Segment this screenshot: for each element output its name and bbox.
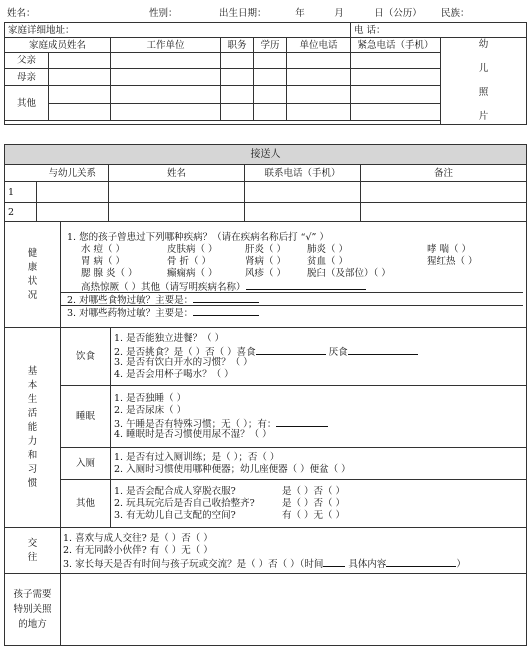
disease-option[interactable]: 癫痫病（ ） [167, 267, 218, 279]
col-remarks: 备注 [361, 165, 527, 182]
disease-option[interactable]: 胃 病（ ） [81, 255, 126, 267]
favorite-food-input[interactable] [256, 345, 326, 355]
pickup2-remarks[interactable] [361, 203, 527, 222]
other-habit-answer[interactable]: 有（ ）无（ ） [282, 509, 346, 521]
food-allergy-label: 2. 对哪些食物过敏？主要是： [67, 294, 194, 306]
social-item[interactable]: 1. 喜欢与成人交往? 是（ ）否（ ） [63, 532, 213, 544]
col-relation: 与幼儿关系 [37, 165, 109, 182]
pickup2-relation[interactable] [37, 203, 109, 222]
other2-work[interactable] [111, 104, 221, 121]
pickup1-name[interactable] [109, 182, 245, 203]
disease-row [67, 244, 523, 256]
disease-option[interactable]: 水 痘（ ） [81, 243, 126, 255]
pickup-title: 接送人 [5, 145, 527, 165]
birth-day-field[interactable]: 日（公历） [374, 7, 422, 19]
diet-item-picky [114, 345, 523, 357]
row-father: 父亲 [5, 53, 49, 69]
nap-habit-input[interactable] [276, 417, 328, 427]
birth-date-label: 出生日期： [219, 7, 267, 19]
pickup-index-header [5, 165, 37, 182]
pickup1-phone[interactable] [245, 182, 361, 203]
mother-education[interactable] [254, 69, 287, 86]
drug-allergy-line [61, 305, 523, 318]
other-habit-item [114, 498, 523, 510]
parent-time-input[interactable] [323, 557, 345, 567]
other-disease-label: 高热惊厥（ ）其他（请写明疾病名称） [81, 281, 246, 293]
sleep-item[interactable]: 2. 是否尿床（ ） [114, 404, 187, 416]
disease-option[interactable]: 风疹（ ） [245, 267, 287, 279]
pickup1-remarks[interactable] [361, 182, 527, 203]
col-education: 学历 [254, 38, 287, 53]
sleep-item[interactable]: 1. 是否独睡（ ） [114, 392, 187, 404]
disease-option[interactable]: 哮 喘（ ） [427, 243, 472, 255]
disease-option[interactable]: 贫血（ ） [307, 255, 349, 267]
disease-option[interactable]: 腮 腺 炎（ ） [81, 267, 138, 279]
father-work[interactable] [111, 53, 221, 69]
pickup1-relation[interactable] [37, 182, 109, 203]
other-habit-item [114, 510, 523, 522]
other-habit-question: 1. 是否会配合成人穿脱衣服? [114, 485, 236, 497]
birth-month-field[interactable]: 月 [334, 7, 344, 19]
birth-year-field[interactable]: 年 [295, 7, 305, 19]
col-emergency-phone: 紧急电话（手机） [351, 38, 441, 53]
other-habit-answer[interactable]: 是（ ）否（ ） [282, 485, 346, 497]
other-habits-label: 其他 [61, 480, 111, 528]
disease-option[interactable]: 肝炎（ ） [245, 243, 287, 255]
ability-label: 基 本 生 活 能 力 和 习 惯 [5, 328, 61, 528]
other1-emergency-phone[interactable] [351, 86, 441, 104]
mother-work[interactable] [111, 69, 221, 86]
name-field[interactable]: 姓名： [7, 7, 36, 19]
disease-option[interactable]: 皮肤病（ ） [167, 243, 218, 255]
food-allergy-input[interactable] [193, 293, 259, 303]
father-position[interactable] [221, 53, 254, 69]
dislike-label: 厌食 [328, 346, 348, 358]
disease-option[interactable]: 脱臼（及部位）（ ） [307, 267, 391, 279]
other2-emergency-phone[interactable] [351, 104, 441, 121]
col-position: 职务 [221, 38, 254, 53]
col-pickup-name: 姓名 [109, 165, 245, 182]
detail-input[interactable] [386, 557, 456, 567]
social-label: 交 往 [5, 528, 61, 574]
special-care-input[interactable] [61, 574, 527, 646]
other1-work[interactable] [111, 86, 221, 104]
diet-item[interactable]: 1. 是否能独立进餐？（ ） [114, 332, 225, 344]
other1-name[interactable] [49, 86, 111, 104]
other2-position[interactable] [221, 104, 254, 121]
other-disease-input[interactable] [246, 280, 366, 290]
other-habit-item [114, 486, 523, 498]
diet-item[interactable]: 3. 是否有饮白开水的习惯？（ ） [114, 356, 253, 368]
pickup-row-number: 2 [5, 203, 37, 222]
other-habit-question: 3. 有无幼儿自己支配的空间? [114, 509, 236, 521]
col-pickup-phone: 联系电话（手机） [245, 165, 361, 182]
disease-option[interactable]: 骨 折（ ） [167, 255, 212, 267]
other-habits-items [111, 480, 527, 528]
drug-allergy-input[interactable] [193, 306, 259, 316]
other-habit-question: 2. 玩具玩完后是否自己收拾整齐? [114, 497, 255, 509]
health-label: 健 康 状 况 [5, 222, 61, 328]
address-field[interactable]: 家庭详细地址： [5, 23, 351, 38]
pickup2-name[interactable] [109, 203, 245, 222]
close-paren: ） [456, 558, 466, 570]
picky-eater-question[interactable]: 2. 是否挑食？是（ ）否（ ）喜食 [114, 346, 256, 358]
other1-position[interactable] [221, 86, 254, 104]
diet-item[interactable]: 4. 是否会用杯子喝水？（ ） [114, 368, 234, 380]
pickup-table [4, 144, 527, 222]
social-item-time [63, 557, 523, 569]
diet-label: 饮食 [61, 328, 111, 386]
diet-items [111, 328, 527, 386]
gender-field[interactable]: 性别： [149, 7, 178, 19]
details-table [4, 221, 527, 646]
disease-row [67, 256, 523, 268]
drug-allergy-label: 3. 对哪些药物过敏？主要是： [67, 307, 194, 319]
other2-name[interactable] [49, 104, 111, 121]
home-phone-field[interactable]: 电 话： [351, 23, 527, 38]
col-work-phone: 单位电话 [287, 38, 351, 53]
health-q1: 1. 您的孩子曾患过下列哪种疾病？（请在疾病名称后打 “√” ） [67, 231, 329, 243]
pickup-row-number: 1 [5, 182, 37, 203]
food-allergy-line [61, 292, 523, 305]
row-mother: 母亲 [5, 69, 49, 86]
father-name[interactable] [49, 53, 111, 69]
father-emergency-phone[interactable] [351, 53, 441, 69]
father-work-phone[interactable] [287, 53, 351, 69]
other2-work-phone[interactable] [287, 104, 351, 121]
health-section [61, 222, 527, 328]
social-item[interactable]: 2. 有无同龄小伙伴? 有（ ）无（ ） [63, 544, 213, 556]
detail-label: 具体内容 [348, 558, 387, 570]
mother-position[interactable] [221, 69, 254, 86]
disease-option[interactable]: 猩红热（ ） [427, 255, 478, 267]
spacer-row [5, 121, 441, 125]
other-habit-answer[interactable]: 是（ ）否（ ） [282, 497, 346, 509]
nap-habit-question[interactable]: 3. 午睡是否有特殊习惯；无（ ）；有： [114, 418, 277, 430]
col-work-unit: 工作单位 [111, 38, 221, 53]
col-member-name: 家庭成员姓名 [5, 38, 111, 53]
pickup2-phone[interactable] [245, 203, 361, 222]
disease-option[interactable]: 肾病（ ） [245, 255, 287, 267]
toilet-label: 入厕 [61, 448, 111, 480]
parent-time-question[interactable]: 3. 家长每天是否有时间与孩子玩或交流？是（ ）否（ ）（时间 [63, 558, 324, 570]
row-other: 其他 [5, 86, 49, 121]
mother-emergency-phone[interactable] [351, 69, 441, 86]
sleep-label: 睡眠 [61, 386, 111, 448]
toilet-items [111, 448, 527, 480]
basic-info-row [4, 6, 526, 20]
other1-work-phone[interactable] [287, 86, 351, 104]
disease-option[interactable]: 肺炎（ ） [307, 243, 349, 255]
dislike-food-input[interactable] [348, 345, 418, 355]
father-education[interactable] [254, 53, 287, 69]
mother-work-phone[interactable] [287, 69, 351, 86]
disease-row [67, 268, 523, 280]
toilet-item[interactable]: 1. 是否有过入厕训练；是（ ）；否（ ） [114, 451, 280, 463]
child-photo-box[interactable]: 幼 儿 照 片 [441, 38, 527, 125]
other-disease-line [67, 280, 523, 292]
other1-education[interactable] [254, 86, 287, 104]
sleep-item-nap [114, 417, 523, 429]
toilet-item[interactable]: 2. 入厕时习惯使用哪种便器；幼儿座便器（ ）便盆（ ） [114, 463, 351, 475]
special-care-label: 孩子需要 特别关照 的地方 [5, 574, 61, 646]
sleep-item[interactable]: 4. 睡眠时是否习惯使用尿不湿？（ ） [114, 428, 272, 440]
ethnicity-field[interactable]: 民族： [441, 7, 470, 19]
other2-education[interactable] [254, 104, 287, 121]
family-table [4, 22, 527, 125]
social-items [61, 528, 527, 574]
sleep-items [111, 386, 527, 448]
mother-name[interactable] [49, 69, 111, 86]
